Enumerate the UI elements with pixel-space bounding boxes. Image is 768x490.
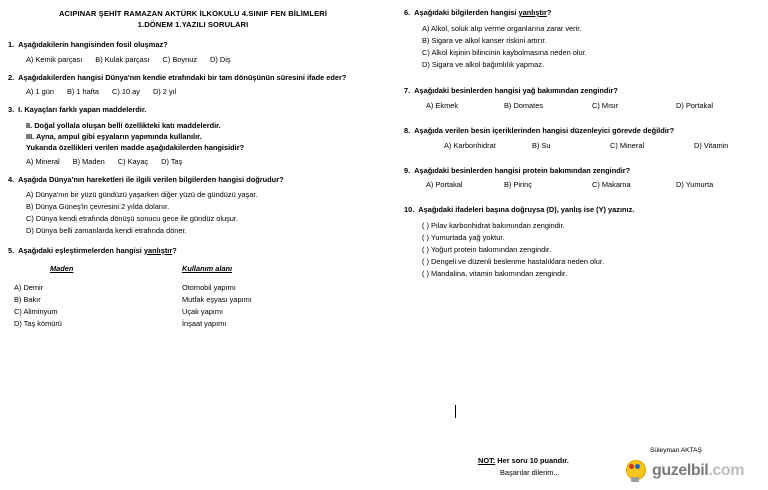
question-8-option-b[interactable]: B) Su: [532, 140, 551, 150]
question-6-option-c[interactable]: C) Alkol kişinin bilincinin kaybolmasına neden olur.: [422, 47, 587, 57]
exam-note-text: Her soru 10 puandır.: [495, 456, 569, 465]
question-9-stem: [404, 166, 758, 177]
question-10-items: [404, 220, 758, 280]
text-caret: [455, 405, 456, 418]
page-title: [8, 8, 378, 30]
right-column: [396, 0, 768, 296]
question-2: [8, 73, 378, 97]
question-10-number: 10.: [404, 205, 415, 215]
bulb-base: [631, 477, 639, 482]
question-6-option-d[interactable]: D) Sigara ve alkol bağımlılık yapmaz.: [422, 59, 544, 69]
exam-note-label: NOT:: [478, 456, 496, 465]
question-8-text-post: ?: [669, 125, 675, 135]
question-3-prompt: Yukarıda özellikleri verilen madde aşağıdakilerden hangisidir?: [26, 143, 245, 153]
matching-table: [8, 263, 378, 329]
page-title-line1: ACIPINAR ŞEHİT RAMAZAN AKTÜRK İLKOKULU 4.SINIF FEN BİLİMLERİ: [58, 9, 328, 18]
question-1-text: Aşağıdakilerin hangisinden fosil oluşmaz?: [18, 40, 168, 49]
question-7-number: 7.: [404, 86, 411, 96]
table-cell-maden-c: C) Aliminyum: [14, 306, 58, 316]
question-4-option-b[interactable]: B) Dünya Güneş'in çevresini 2 yılda dolanır.: [26, 202, 170, 212]
question-9-option-d[interactable]: D) Yumurta: [676, 180, 714, 190]
question-7-option-d[interactable]: D) Portakal: [676, 100, 713, 110]
truefalse-item-2[interactable]: ( ) Yumurtada yağ yoktur.: [422, 233, 505, 243]
lightbulb-logo-icon: [622, 458, 648, 484]
table-cell-maden-d: D) Taş kömürü: [14, 318, 62, 328]
question-3-option-c[interactable]: C) Kayaç: [117, 156, 149, 166]
question-2-option-c[interactable]: C) 10 ay: [112, 87, 140, 97]
table-row[interactable]: [14, 294, 378, 306]
teacher-signature: Süleyman AKTAŞ: [650, 447, 702, 454]
table-cell-kullanim-c: Uçak yapımı: [182, 306, 224, 316]
question-3-options: [8, 157, 378, 166]
question-8-option-d[interactable]: D) Vitamin: [694, 140, 729, 150]
question-8-number: 8.: [404, 125, 411, 135]
question-9-option-b[interactable]: B) Pirinç: [504, 180, 532, 190]
left-column: [0, 0, 388, 339]
question-1-option-c[interactable]: C) Boynuz: [162, 54, 198, 64]
question-5-text-post: ?: [172, 245, 177, 255]
bulb-dot-right: [635, 464, 640, 469]
question-3: [8, 105, 378, 165]
truefalse-item-5[interactable]: ( ) Mandalina, vitamin bakımından zengindir.: [422, 268, 568, 278]
question-6-text-post: ?: [546, 8, 552, 17]
question-5-text: [18, 246, 378, 257]
question-2-option-b[interactable]: B) 1 hafta: [66, 87, 99, 97]
truefalse-item-4[interactable]: ( ) Dengeli ve düzenli beslenme hastalıklara neden olur.: [422, 257, 604, 266]
matching-table-header-maden: Maden: [50, 264, 74, 274]
question-7-option-a[interactable]: A) Ekmek: [426, 100, 459, 110]
question-6-text: [414, 8, 758, 19]
exam-note-line1: [478, 455, 569, 467]
question-1-option-b[interactable]: B) Kulak parçası: [95, 54, 150, 64]
question-4-text: Aşağıda Dünya'nın hareketleri ile ilgili verilen bilgilerden hangisi doğrudur?: [18, 174, 284, 184]
page-title-line2: 1.DÖNEM 1.YAZILI SORULARI: [137, 20, 249, 29]
question-2-options: [8, 87, 378, 96]
brand-suffix: .com: [708, 462, 745, 479]
question-5-stem: [8, 246, 378, 257]
question-2-number: 2.: [8, 72, 15, 82]
question-7-option-b[interactable]: B) Domates: [504, 100, 544, 110]
question-3-option-d[interactable]: D) Taş: [161, 156, 183, 166]
question-3-statement-3: III. Ayna, ampul gibi eşyaların yapımında kullanılır.: [26, 132, 202, 142]
question-6-text-underlined: yanlıştır: [518, 8, 547, 17]
question-3-stem: [8, 105, 378, 116]
truefalse-item-3[interactable]: ( ) Yoğurt protein bakımından zengindir.: [422, 245, 552, 255]
question-8-option-a[interactable]: A) Karbonhidrat: [444, 140, 496, 150]
question-10-text: Aşağıdaki ifadeleri başına doğruysa (D), yanlış ise (Y) yazınız.: [418, 205, 635, 215]
bulb-dot-left: [629, 464, 634, 469]
table-row[interactable]: [14, 306, 378, 318]
table-row[interactable]: [14, 318, 378, 330]
question-6-stem: [404, 8, 758, 19]
question-5: [8, 246, 378, 330]
exam-note: [478, 455, 569, 479]
question-4-number: 4.: [8, 174, 15, 184]
question-9-option-a[interactable]: A) Portakal: [426, 180, 463, 190]
question-1-stem: [8, 40, 378, 51]
question-8-options: [404, 141, 758, 150]
question-9-text: Aşağıdaki besinlerden hangisi protein bakımından zengindir?: [414, 165, 631, 175]
question-6-option-a[interactable]: A) Alkol, soluk alıp verme organlarına zarar verir.: [422, 23, 582, 33]
question-4-option-a[interactable]: A) Dünya'nın bir yüzü gündüzü yaşarken diğer yüzü de gündüzü yaşar.: [26, 190, 258, 200]
table-cell-kullanim-a: Otomobil yapımı: [182, 283, 236, 293]
table-cell-kullanim-d: İnşaat yapımı: [182, 318, 227, 328]
question-8-stem: [404, 126, 758, 137]
question-6-options: [404, 23, 758, 70]
question-7: [404, 86, 758, 110]
question-5-text-pre: Aşağıdaki eşleştirmelerden hangisi: [18, 245, 144, 255]
question-3-text: I. Kayaçları farklı yapan maddelerdir.: [18, 105, 147, 115]
question-8-text-pre: Aşağıda verilen besin içeriklerinden hangisi düzenleyici görevde değildir: [414, 125, 670, 135]
question-5-text-underlined: yanlıştır: [143, 245, 173, 255]
question-9: [404, 166, 758, 190]
table-cell-maden-a: A) Demir: [14, 283, 44, 293]
question-3-option-b[interactable]: B) Maden: [72, 156, 105, 166]
question-6-number: 6.: [404, 8, 411, 17]
question-7-option-c[interactable]: C) Mısır: [592, 100, 619, 110]
table-cell-maden-b: B) Bakır: [14, 295, 41, 305]
question-10: [404, 205, 758, 280]
question-2-stem: [8, 73, 378, 84]
question-2-option-d[interactable]: D) 2 yıl: [152, 87, 177, 97]
question-5-number: 5.: [8, 245, 15, 255]
matching-table-header-kullanim: Kullanım alanı: [182, 264, 233, 274]
question-1-option-a[interactable]: A) Kemik parçası: [26, 54, 83, 64]
question-4-options: [8, 189, 378, 236]
question-6-option-b[interactable]: B) Sigara ve alkol kanser riskini artırır.: [422, 35, 547, 45]
question-9-options: [404, 180, 758, 189]
question-6: [404, 8, 758, 70]
matching-table-header: [14, 263, 378, 275]
question-3-statement-2: II. Doğal yollala oluşan belli özellikteki katı maddelerdir.: [26, 121, 221, 131]
truefalse-item-1[interactable]: ( ) Pilav karbonhidrat bakımından zengindir.: [422, 221, 565, 231]
question-9-option-c[interactable]: C) Makarna: [592, 180, 631, 190]
question-4-stem: [8, 175, 378, 186]
question-8-option-c[interactable]: C) Mineral: [610, 140, 645, 150]
question-10-stem: [404, 205, 758, 216]
question-3-option-a[interactable]: A) Mineral: [26, 156, 60, 166]
question-4-option-c[interactable]: C) Dünya kendi etrafında dönüşü sonucu gece ile gündüz oluşur.: [26, 214, 239, 224]
question-4: [8, 175, 378, 237]
question-6-text-pre: Aşağıdaki bilgilerden hangisi: [414, 8, 519, 17]
question-1-number: 1.: [8, 40, 15, 49]
question-7-options: [404, 101, 758, 110]
brand-name: guzelbil: [652, 462, 709, 479]
table-row[interactable]: [14, 282, 378, 294]
question-2-text: Aşağıdakilerden hangisi Dünya'nın kendie etrafındaki bir tam dönüşünün süresini ifade eder?: [18, 72, 347, 82]
question-9-number: 9.: [404, 165, 411, 175]
exam-note-line2: Başarılar dilerim...: [500, 467, 560, 477]
question-1-option-d[interactable]: D) Diş: [210, 54, 231, 64]
question-1-options: [8, 55, 378, 64]
question-7-stem: [404, 86, 758, 97]
question-2-option-a[interactable]: A) 1 gün: [26, 87, 54, 97]
watermark-brand: [652, 462, 744, 480]
question-7-text: Aşağıdaki besinlerden hangisi yağ bakımından zengindir?: [414, 86, 618, 96]
question-4-option-d[interactable]: D) Dünya belli zamanlarda kendi etrafında döner.: [26, 226, 187, 236]
question-8: [404, 126, 758, 150]
question-1: [8, 40, 378, 64]
table-cell-kullanim-b: Mutfak eşyası yapımı: [182, 295, 252, 305]
question-3-statements: [8, 120, 378, 153]
question-8-text: [414, 126, 758, 137]
question-3-number: 3.: [8, 105, 15, 115]
